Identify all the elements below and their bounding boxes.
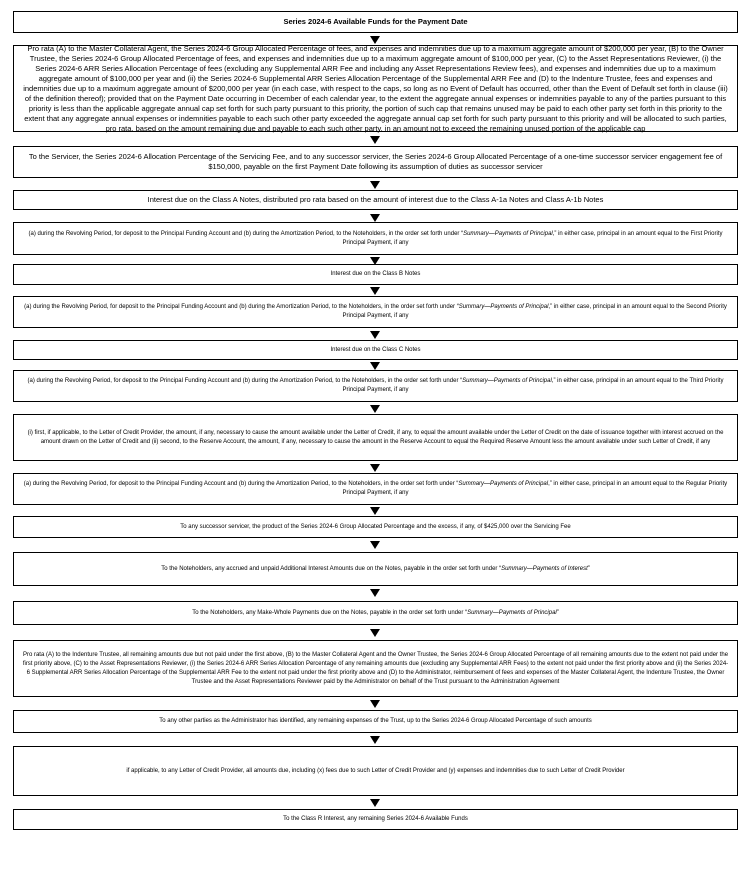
arrow-down-icon	[370, 287, 380, 295]
arrow-down-icon	[370, 589, 380, 597]
step-15-text: To any other parties as the Administrator has identified, any remaining expenses of the Trust, up to the Series 2024-6 Group Allocated Percentage of such amounts	[159, 718, 592, 724]
step-4-text: (a) during the Revolving Period, for deposit to the Principal Funding Account and (b) during the Amortization Period, to the Noteholders, in the order set forth under “Summary—Payments of Principal,” in either case, principal in an amount equal to the First Priority Principal Payment, if any	[28, 230, 723, 246]
arrow-down-icon	[370, 629, 380, 637]
step-17-text: To the Class R Interest, any remaining Series 2024-6 Available Funds	[283, 816, 468, 822]
step-5-box	[13, 264, 738, 285]
step-5-text: Interest due on the Class B Notes	[330, 271, 421, 277]
arrow-down-icon	[370, 507, 380, 515]
step-9-box	[13, 414, 738, 461]
step-8-box	[13, 370, 738, 402]
step-7-box	[13, 340, 738, 360]
step-2-text: To the Servicer, the Series 2024-6 Allocation Percentage of the Servicing Fee, and to any successor servicer, the Series 2024-6 Group Allocated Percentage of a one-time successor servicer engagement fee of $150,000, payable on the first Payment Date following its assumption of duties as successor servicer	[28, 152, 723, 171]
step-6-box	[13, 296, 738, 328]
arrow-down-icon	[370, 181, 380, 189]
step-16-box	[13, 746, 738, 796]
arrow-down-icon	[370, 700, 380, 708]
arrow-down-icon	[370, 214, 380, 222]
step-13-box	[13, 601, 738, 625]
step-6-text: (a) during the Revolving Period, for deposit to the Principal Funding Account and (b) during the Amortization Period, to the Noteholders, in the order set forth under “Summary—Payments of Principal,” in either case, principal in an amount equal to the Second Priority Principal Payment, if any	[24, 304, 727, 319]
step-12-box	[13, 552, 738, 586]
step-1-text: Pro rata (A) to the Master Collateral Agent, the Series 2024-6 Group Allocated Percentage of fees, and expenses and indemnities due up to a maximum aggregate amount of $200,000 per year, (B) to the Owner Trustee, the Series 2024-6 Group Allocated Percentage of fees, and expenses and indemnities due up to a maximum aggregate amount of $100,000 per year, (C) to the Asset Representations Reviewer, (i) the Series 2024-6 ARR Series Allocation Percentage of fees (excluding any Supplemental ARR Fee and including any Asset Representations Review fees), and expenses and indemnities due up to a maximum aggregate amount of $100,000 per year and (ii) the Series 2024-6 Supplemental ARR Series Allocation Percentage of the Supplemental ARR Fee and (D) to the Indenture Trustee, fees and expenses and indemnities due up to a maximum aggregate amount of $200,000 per year (in each case, with respect to the caps, so long as no Event of Default has occurred, other than the Event of Default set forth in clause (iii) of the definition thereof); provided that on the Payment Date occurring in December of each calendar year, to the extent the aggregate annual expenses or indemnities payable to any of the parties pursuant to this priority is less than the applicable aggregate annual cap set forth for such party pursuant to this priority, the portion of such cap that remains unused may be paid to each other party set forth in this priority to the extent that any aggregate annual expenses or indemnities payable to each such other party exceeded the aggregate annual cap set forth for such party pursuant to this priority and will be allocated to such parties, pro rata, based on the amount remaining due and payable to each such other party, in an amount not to exceed the remaining unused portion of the applicable cap	[23, 43, 728, 133]
arrow-down-icon	[370, 136, 380, 144]
arrow-down-icon	[370, 541, 380, 549]
title-text: Series 2024-6 Available Funds for the Payment Date	[283, 17, 468, 26]
step-10-box	[13, 473, 738, 505]
step-8-text: (a) during the Revolving Period, for deposit to the Principal Funding Account and (b) during the Amortization Period, to the Noteholders, in the order set forth under “Summary—Payments of Principal,” in either case, principal in an amount equal to the Third Priority Principal Payment, if any	[27, 378, 724, 393]
step-10-text: (a) during the Revolving Period, for deposit to the Principal Funding Account and (b) during the Amortization Period, to the Noteholders, in the order set forth under “Summary—Payments of Principal,” in either case, principal in an amount equal to the Regular Priority Principal Payment, if any	[23, 481, 728, 496]
step-14-box	[13, 640, 738, 697]
step-14-text: Pro rata (A) to the Indenture Trustee, all remaining amounts due but not paid under the first above, (B) to the Master Collateral Agent and the Owner Trustee, the Series 2024-6 Group Allocated Percentage of all remaining amounts due to the extent not paid under the first priority above, (C) to the Asset Representations Reviewer, (i) the Series 2024-6 ARR Series Allocation Percentage of any remaining amounts due (excluding any Supplemental ARR Fees) to the extent not paid under the first priority above and (ii) the Series 2024-6 Supplemental ARR Series Allocation Percentage of the Supplemental ARR Fee to the extent not paid under the first priority above and (D) to the Administrator, reimbursement of fees and expenses of the Master Collateral Agent, the Indenture Trustee, the Owner Trustee and the Asset Representations Reviewer paid by the Administrator on behalf of the Trust pursuant to the Administration Agreement	[22, 651, 729, 685]
step-11-text: To any successor servicer, the product of the Series 2024-6 Group Allocated Percentage and the excess, if any, of $425,000 over the Servicing Fee	[180, 523, 571, 530]
step-2-box	[13, 146, 738, 178]
arrow-down-icon	[370, 736, 380, 744]
step-7-text: Interest due on the Class C Notes	[330, 346, 421, 353]
step-15-box	[13, 710, 738, 733]
step-3-box	[13, 190, 738, 210]
arrow-down-icon	[370, 362, 380, 370]
step-4-box	[13, 222, 738, 255]
step-11-box	[13, 516, 738, 538]
arrow-down-icon	[370, 464, 380, 472]
step-3-text: Interest due on the Class A Notes, distributed pro rata based on the amount of interest due to the Class A-1a Notes and Class A-1b Notes	[147, 195, 604, 204]
arrow-down-icon	[370, 405, 380, 413]
arrow-down-icon	[370, 331, 380, 339]
step-1-box	[13, 45, 738, 132]
step-9-text: (i) first, if applicable, to the Letter of Credit Provider, the amount, if any, necessary to cause the amount available under the Letter of Credit, if any, to equal the amount available under the Letter of Credit on the date of issuance together with interest accrued on the amount drawn on the Letter of Credit and (ii) second, to the Reserve Account, the amount, if any, necessary to cause the amount in the Reserve Account to equal the Required Reserve Amount less the amount available under such Letter of Credit, if any	[27, 429, 724, 445]
step-17-box	[13, 809, 738, 830]
title-box	[13, 11, 738, 33]
step-12-text: To the Noteholders, any accrued and unpaid Additional Interest Amounts due on the Notes, payable in the order set forth under “Summary—Payments of Interest”	[161, 565, 590, 572]
step-16-text: if applicable, to any Letter of Credit Provider, all amounts due, including (x) fees due to such Letter of Credit Provider and (y) expenses and indemnities due to such Letter of Credit Provider	[126, 767, 625, 774]
step-13-text: To the Noteholders, any Make-Whole Payments due on the Notes, payable in the order set forth under “Summary—Payments of Principal”	[192, 609, 559, 616]
arrow-down-icon	[370, 799, 380, 807]
